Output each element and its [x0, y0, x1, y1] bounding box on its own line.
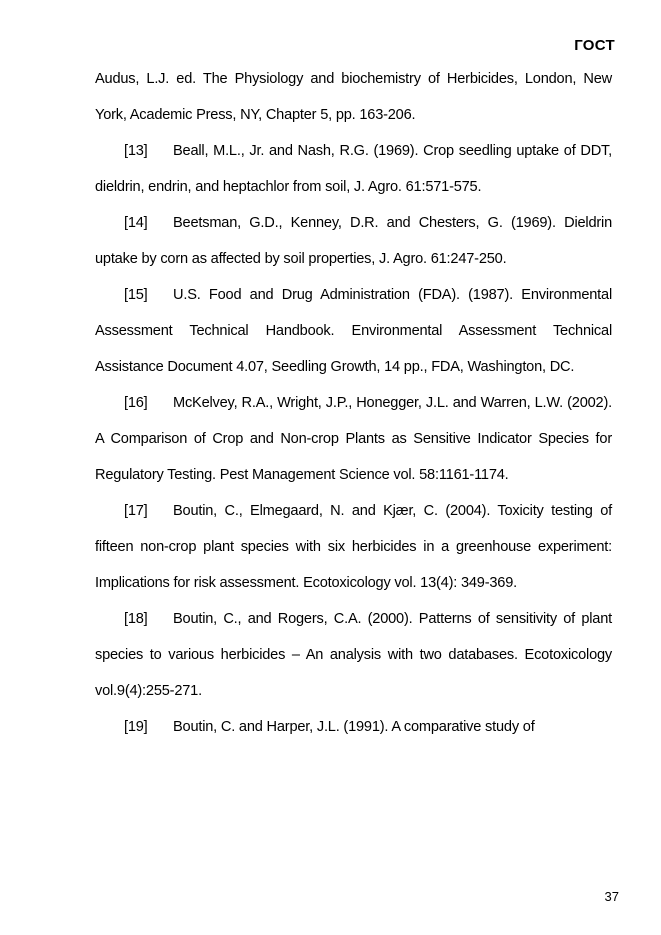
reference-number: [17] — [124, 503, 148, 519]
reference-number: [14] — [124, 215, 148, 231]
reference-list — [95, 61, 612, 745]
reference-item — [95, 205, 612, 277]
reference-text: Boutin, C., and Rogers, C.A. (2000). Patterns of sensitivity of plant species to various herbicides – An analysis with two databases. Ecotoxicology vol.9(4):255-271. — [95, 611, 612, 699]
reference-item — [95, 133, 612, 205]
reference-item — [95, 385, 612, 493]
reference-item — [95, 709, 612, 745]
reference-text: Boutin, C. and Harper, J.L. (1991). A comparative study of — [173, 719, 535, 735]
reference-number: [18] — [124, 611, 148, 627]
reference-text: Beall, M.L., Jr. and Nash, R.G. (1969). Crop seedling uptake of DDT, dieldrin, endrin, and heptachlor from soil, J. Agro. 61:571-575. — [95, 143, 612, 195]
reference-continuation: Audus, L.J. ed. The Physiology and biochemistry of Herbicides, London, New York, Academic Press, NY, Chapter 5, pp. 163-206. — [95, 71, 612, 123]
reference-item — [95, 601, 612, 709]
reference-number: [13] — [124, 143, 148, 159]
reference-text: Beetsman, G.D., Kenney, D.R. and Chesters, G. (1969). Dieldrin uptake by corn as affected by soil properties, J. Agro. 61:247-250. — [95, 215, 612, 267]
reference-text: U.S. Food and Drug Administration (FDA). (1987). Environmental Assessment Technical Handbook. Environmental Assessment Technical Assistance Document 4.07, Seedling Growth, 14 pp., FDA, Washington, DC. — [95, 287, 612, 375]
reference-number: [16] — [124, 395, 148, 411]
reference-text: McKelvey, R.A., Wright, J.P., Honegger, J.L. and Warren, L.W. (2002). A Comparison of Crop and Non-crop Plants as Sensitive Indicator Species for Regulatory Testing. Pest Management Science vol. 58:1161-1174. — [95, 395, 612, 483]
reference-number: [19] — [124, 719, 148, 735]
page-number: 37 — [604, 889, 619, 904]
reference-number: [15] — [124, 287, 148, 303]
reference-item — [95, 277, 612, 385]
reference-text: Boutin, C., Elmegaard, N. and Kjær, C. (2004). Toxicity testing of fifteen non-crop plant species with six herbicides in a greenhouse experiment: Implications for risk assessment. Ecotoxicology vol. 13(4): 349-369. — [95, 503, 612, 591]
document-header-label: ГОСТ — [574, 37, 615, 54]
reference-item — [95, 493, 612, 601]
